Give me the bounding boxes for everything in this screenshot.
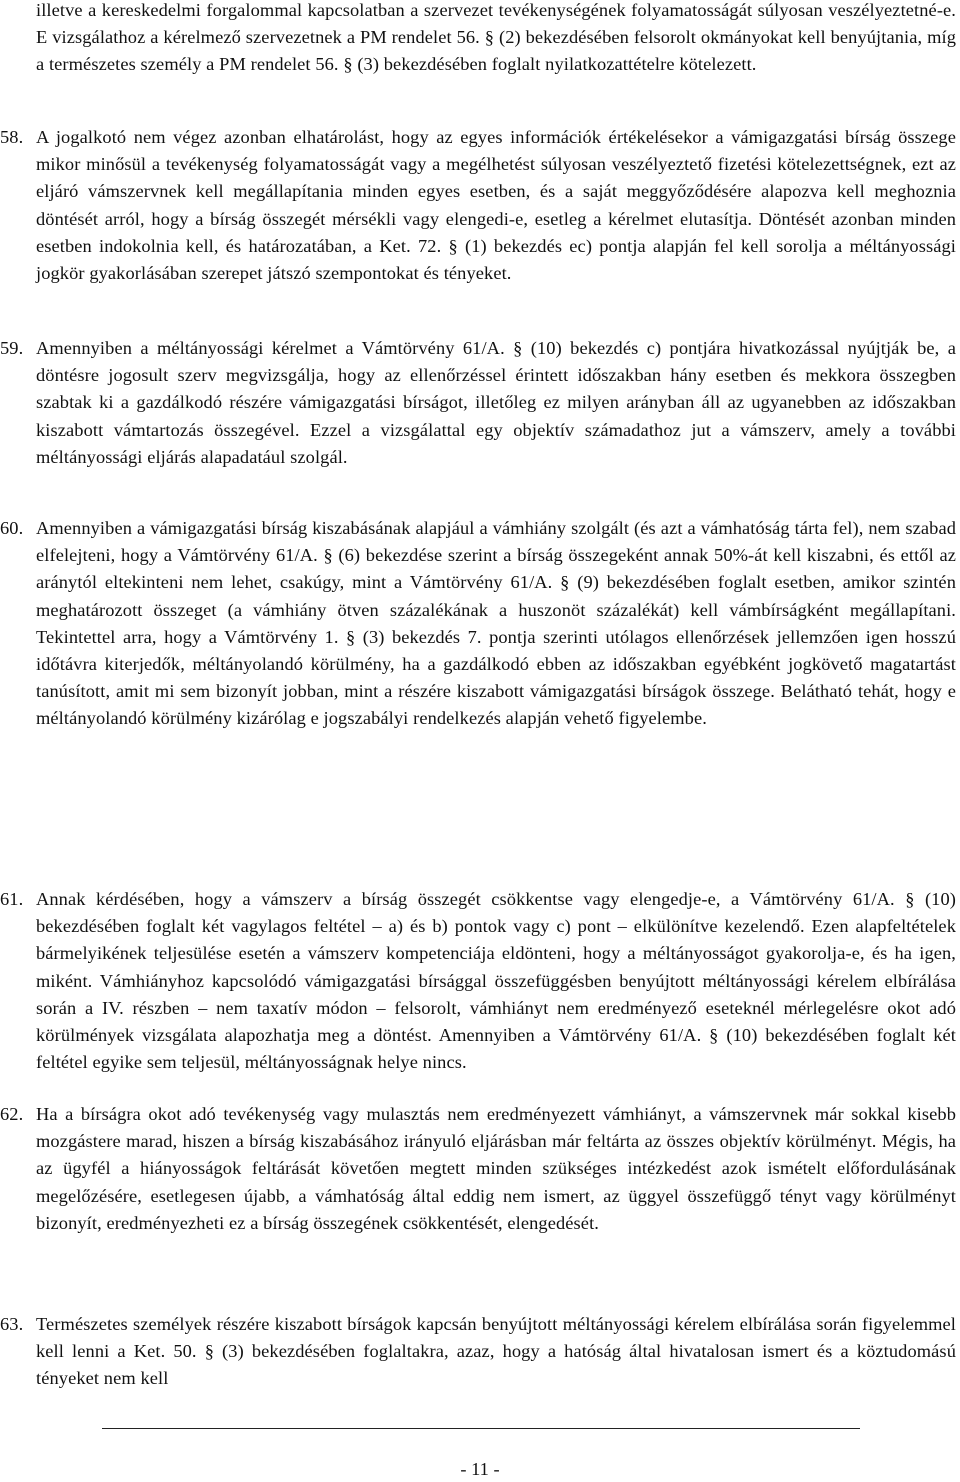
paragraph-number: 59. — [0, 338, 24, 358]
paragraph-number: 61. — [0, 889, 24, 909]
paragraph-60 — [0, 515, 956, 733]
paragraph-text: Amennyiben a vámigazgatási bírság kiszabásának alapjául a vámhiány szolgált (és azt a vámhatóság tárta fel), nem szabad elfelejteni, hogy a Vámtörvény 61/A. § (6) bekezdése szerint a bírság összegeként annak 50%-át kell kiszabni, és ettől az aránytól eltekinteni nem lehet, csakúgy, mint a Vámtörvény 61/A. § (9) bekezdésében foglalt esetben, amikor szintén meghatározott összeget (a vámhiány ötven százalékának a huszonöt százalékát) kell vámbírságként megállapítani. Tekintettel arra, hogy a Vámtörvény 1. § (3) bekezdés 7. pontja szerinti utólagos ellenőrzések jellemzően igen hosszú időtávra kiterjedők, méltányolandó körülmény, ha a gazdálkodó ebben az időszakban egyébként jogkövető magatartást tanúsított, amit mi sem bizonyít jobban, mint a részére kiszabott vámigazgatási bírságok összege. Belátható tehát, hogy e méltányolandó körülmény kizárólag e jogszabályi rendelkezés alapján vehető figyelembe. — [36, 518, 956, 729]
paragraph-text: Természetes személyek részére kiszabott bírságok kapcsán benyújtott méltányossági kérelem elbírálása során figyelemmel kell lenni a Ket. 50. § (3) bekezdésében foglaltakra, azaz, hogy a hatóság által hivatalosan ismert és a köztudomású tényeket nem kell — [36, 1314, 956, 1389]
paragraph-text: Ha a bírságra okot adó tevékenység vagy mulasztás nem eredményezett vámhiányt, a vámszervnek már sokkal kisebb mozgástere marad, hiszen a bírság kiszabásához irányuló eljárásban már feltárta az összes objektív körülményt. Mégis, ha az ügyfél a hiányosságok feltárását követően megtett minden szükséges intézkedést azok ismételt előfordulásának megelőzésére, esetlegesen újabb, a vámhatóság által eddig nem ismert, az üggyel összefüggő tényt vagy körülményt bizonyít, eredményezheti ez a bírság összegének csökkentését, elengedését. — [36, 1104, 956, 1233]
intro-paragraph: illetve a kereskedelmi forgalommal kapcsolatban a szervezet tevékenységének folyamatosságát súlyosan veszélyeztetné-e. E vizsgálathoz a kérelmező szervezetnek a PM rendelet 56. § (2) bekezdésében felsorolt okmányokat kell benyújtania, míg a természetes személy a PM rendelet 56. § (3) bekezdésében foglalt nyilatkozattételre kötelezett. — [36, 0, 956, 75]
paragraph-61 — [0, 886, 956, 1076]
paragraph-text: Amennyiben a méltányossági kérelmet a Vámtörvény 61/A. § (10) bekezdés c) pontjára hivatkozással nyújtják be, a döntésre jogosult szerv megvizsgálja, hogy az ellenőrzéssel érintett időszakban hány esetben és mekkora összegben szabtak ki a gazdálkodó részére vámigazgatási bírságot, illetőleg ez milyen arányban áll az ugyanebben az időszakban kiszabott vámtartozás összegével. Ezzel a vizsgálattal egy objektív számadathoz jut a vámszerv, amely a további méltányossági eljárás alapadatául szolgál. — [36, 338, 956, 467]
paragraph-number: 60. — [0, 518, 24, 538]
paragraph-58 — [0, 124, 956, 287]
paragraph-number: 58. — [0, 127, 24, 147]
paragraph-number: 63. — [0, 1314, 24, 1334]
footer-divider — [102, 1428, 860, 1429]
paragraph-63 — [0, 1311, 956, 1393]
page-number: - 11 - — [460, 1459, 500, 1479]
paragraph-62 — [0, 1101, 956, 1237]
paragraph-59 — [0, 335, 956, 471]
paragraph-number: 62. — [0, 1104, 24, 1124]
paragraph-text: Annak kérdésében, hogy a vámszerv a bírság összegét csökkentse vagy elengedje-e, a Vámtörvény 61/A. § (10) bekezdésében foglalt két vagylagos feltétel – a) és b) pontok vagy c) pont – elkülönítve kezelendő. Ezen alapfeltételek bármelyikének teljesülése esetén a vámszerv kompetenciája eldönteni, hogy a méltányosságot gyakorolja-e, és ha igen, miként. Vámhiányhoz kapcsolódó vámigazgatási bírsággal összefüggésben benyújtott méltányossági kérelem elbírálása során a IV. részben – nem taxatív módon – felsorolt, vámhiányt nem eredményező eseteknél mérlegelésre okot adó körülmények vizsgálata alapozhatja meg a döntést. Amennyiben a Vámtörvény 61/A. § (10) bekezdésében foglalt két feltétel egyike sem teljesül, méltányosságnak helye nincs. — [36, 889, 956, 1073]
paragraph-text: A jogalkotó nem végez azonban elhatárolást, hogy az egyes információk értékelésekor a vámigazgatási bírság összege mikor minősül a tevékenység folyamatosságát vagy a megélhetést súlyosan veszélyeztető fizetési kötelezettségnek, ezt az eljáró vámszervnek kell megállapítania minden egyes esetben, és a saját meggyőződésére alapozva kell meghoznia döntését arról, hogy a bírság összegét mérsékli vagy elengedi-e, esetleg a kérelmet elutasítja. Döntését azonban minden esetben indokolnia kell, és határozatában, a Ket. 72. § (1) bekezdés ec) pontja alapján fel kell sorolja a méltányossági jogkör gyakorlásában szerepet játszó szempontokat és tényeket. — [36, 127, 956, 284]
